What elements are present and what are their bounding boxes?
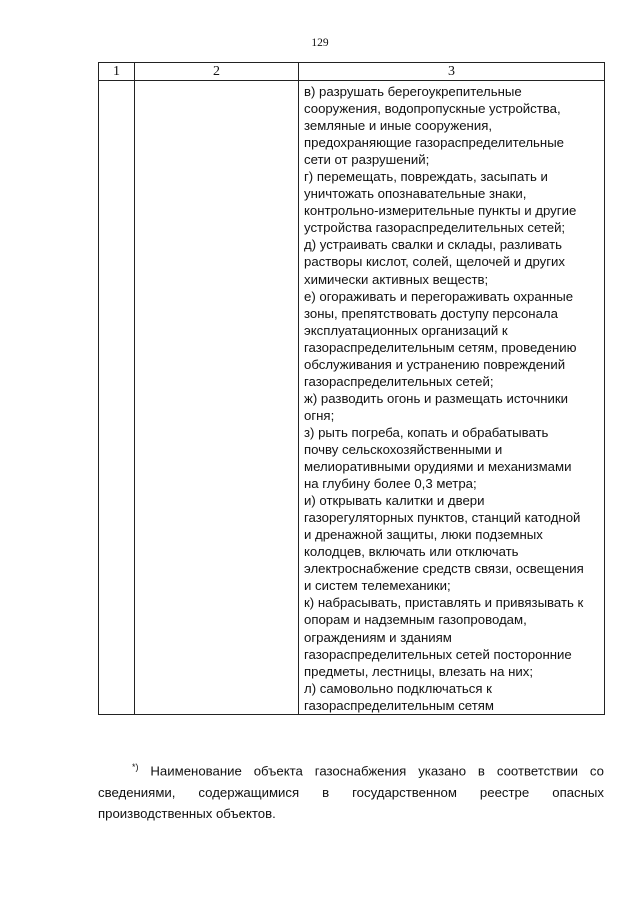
text-line: д) устраивать свалки и склады, разливать xyxy=(304,237,562,253)
cell-column-1 xyxy=(99,81,135,715)
text-line: предохраняющие газораспределительные xyxy=(304,135,565,151)
text-line: ограждениям и зданиям xyxy=(304,629,452,645)
text-line: обслуживания и устранению повреждений xyxy=(304,356,566,372)
text-line: зоны, препятствовать доступу персонала xyxy=(304,305,558,321)
text-line: газораспределительных сетей; xyxy=(304,373,494,389)
footnote-text: Наименование объекта газоснабжения указано в соответствии со сведениями, содержащимися в государственном реестре опасных xyxy=(98,763,604,800)
text-line: ж) разводить огонь и размещать источники xyxy=(304,390,569,406)
cell-column-3 xyxy=(299,81,605,715)
text-line: е) огораживать и перегораживать охранные xyxy=(304,288,574,304)
text-line: химически активных веществ; xyxy=(304,271,489,287)
text-line: газораспределительных сетей посторонние xyxy=(304,646,572,662)
table-row xyxy=(99,81,605,715)
footnote-line-1 xyxy=(98,757,604,803)
footnote-marker: *) xyxy=(132,762,139,772)
cell-column-2 xyxy=(135,81,299,715)
text-line: огня; xyxy=(304,407,335,423)
text-line: опорам и надземным газопроводам, xyxy=(304,612,527,628)
text-line: г) перемещать, повреждать, засыпать и xyxy=(304,169,548,185)
text-line: почву сельскохозяйственными и xyxy=(304,441,503,457)
text-line: колодцев, включать или отключать xyxy=(304,544,519,560)
text-line: устройства газораспределительных сетей; xyxy=(304,220,566,236)
text-line: и систем телемеханики; xyxy=(304,578,451,594)
column-header-2: 2 xyxy=(135,63,299,81)
text-line: мелиоративными орудиями и механизмами xyxy=(304,459,572,475)
text-line: и дренажной защиты, люки подземных xyxy=(304,527,543,543)
text-line: электроснабжение средств связи, освещения xyxy=(304,561,584,577)
column-header-1: 1 xyxy=(99,63,135,81)
page-number: 129 xyxy=(311,37,329,49)
text-line: на глубину более 0,3 метра; xyxy=(304,476,477,492)
text-line: сооружения, водопропускные устройства, xyxy=(304,101,561,117)
footnote-line-2: производственных объектов. xyxy=(98,806,276,822)
text-line: земляные и иные сооружения, xyxy=(304,118,492,134)
text-line: эксплуатационных организаций к xyxy=(304,322,508,338)
text-line: уничтожать опознавательные знаки, xyxy=(304,186,527,202)
text-line: к) набрасывать, приставлять и привязывать к xyxy=(304,595,584,611)
column-header-3: 3 xyxy=(299,63,605,81)
text-line: газорегуляторных пунктов, станций катодной xyxy=(304,510,581,526)
text-line: и) открывать калитки и двери xyxy=(304,493,485,509)
text-line: контрольно-измерительные пункты и другие xyxy=(304,203,577,219)
footnote xyxy=(98,757,604,825)
text-line: предметы, лестницы, влезать на них; xyxy=(304,663,533,679)
text-line: газораспределительным сетям xyxy=(304,697,494,713)
text-line: газораспределительным сетям, проведению xyxy=(304,339,577,355)
text-line: сети от разрушений; xyxy=(304,152,430,168)
text-line: л) самовольно подключаться к xyxy=(304,680,492,696)
text-line: з) рыть погреба, копать и обрабатывать xyxy=(304,424,549,440)
text-line: растворы кислот, солей, щелочей и других xyxy=(304,254,565,270)
document-table xyxy=(98,62,605,715)
table-header-row xyxy=(99,63,605,81)
text-line: в) разрушать берегоукрепительные xyxy=(304,84,522,99)
